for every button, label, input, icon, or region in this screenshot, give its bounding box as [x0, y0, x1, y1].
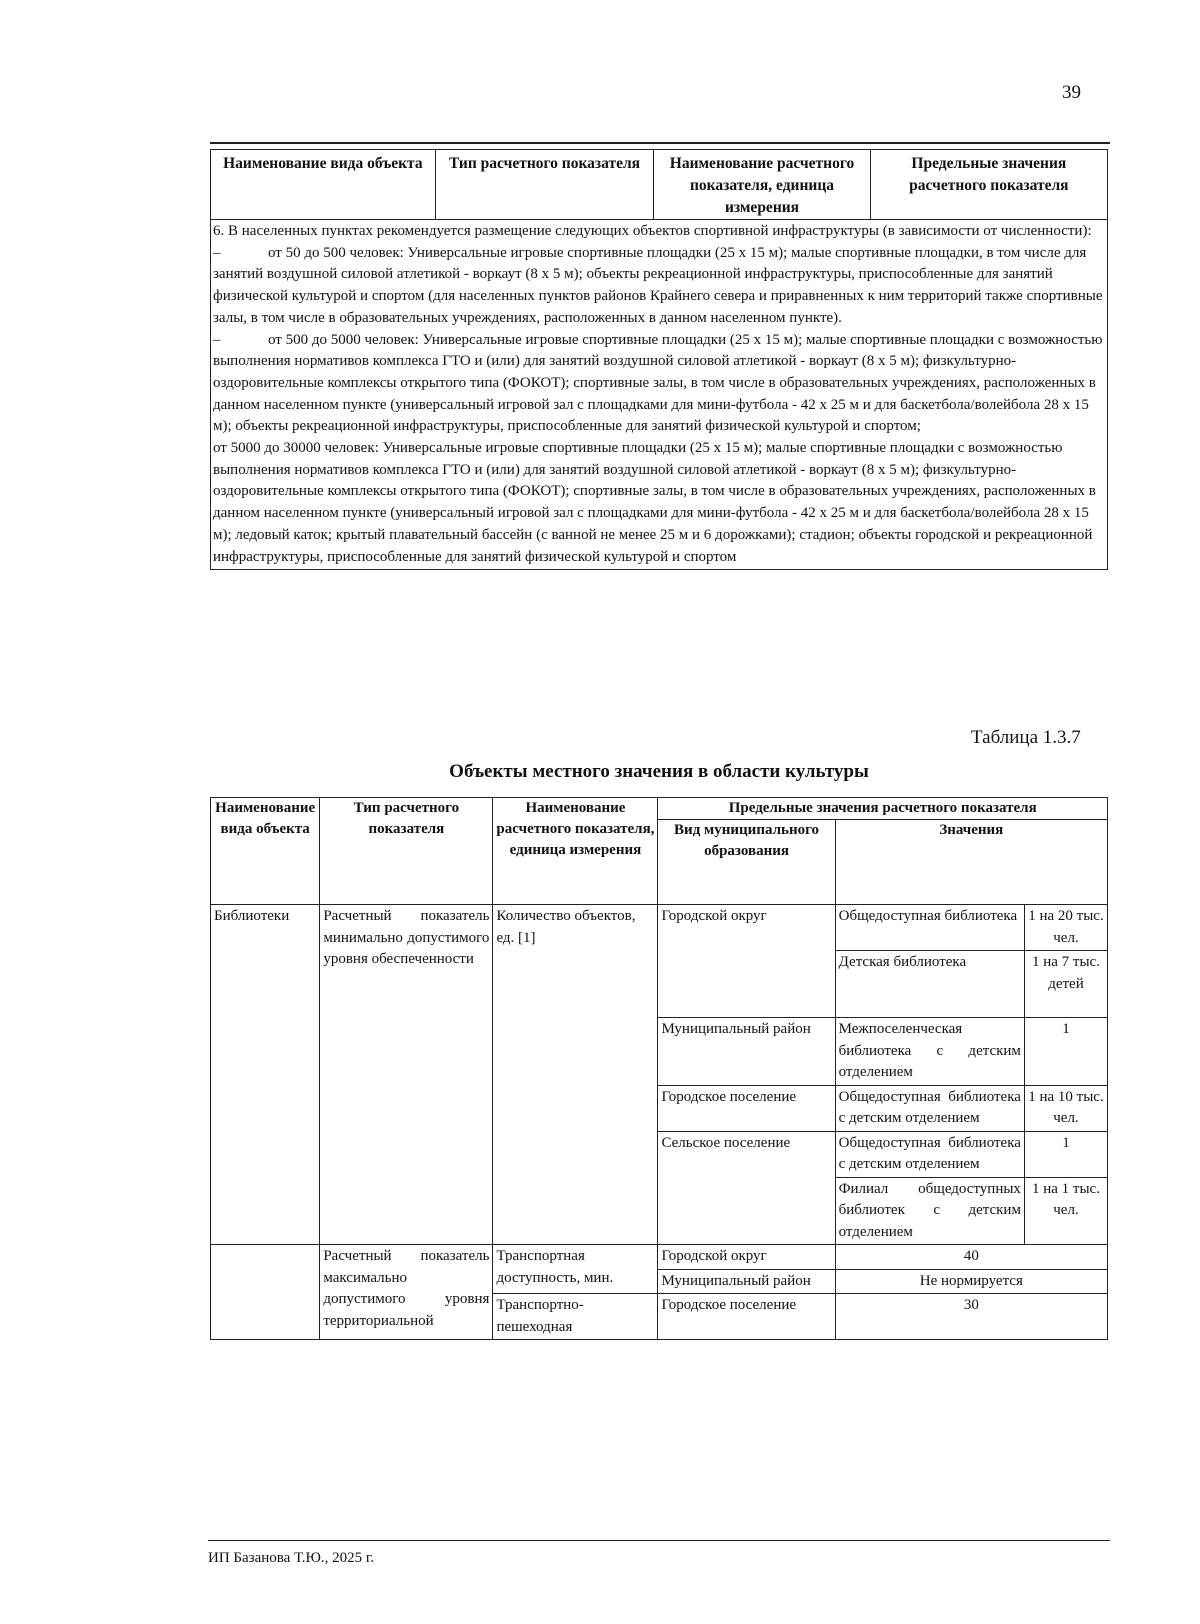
recommendation-item: – от 500 до 5000 человек: Универсальные игровые спортивные площадки (25 х 15 м); малые спортивные площадки с возможностью выполнения нормативов комплекса ГТО и (или) для занятий воздушной силовой атлетикой - воркаут (8 х 5 м); физкультурно-оздоровительные комплексы открытого типа (ФОКОТ); спортивные залы, в том числе в образовательных учреждениях, расположенных в данном населенном пункте (универсальный игровой зал с площадками для мини-футбола - 42 х 25 м и для баскетбола/волейбола 28 х 15 м); объекты рекреационной инфраструктуры, приспособленные для занятий физической культурой и спортом;	[213, 331, 1103, 435]
recommendation-item: – от 50 до 500 человек: Универсальные игровые спортивные площадки (25 х 15 м); малые спортивные площадки, в том числе для занятий воздушной силовой атлетикой - воркаут (8 х 5 м); объекты рекреационной инфраструктуры, приспособленные для занятий физической культурой и спортом (для населенных пунктов районов Крайнего севера и приравненных к ним территорий также спортивные залы, в том числе в образовательных учреждениях, расположенных в данном населенном пункте).	[213, 244, 1103, 326]
column-header: Предельные значения расчетного показателя	[658, 798, 1108, 820]
municipality-cell: Сельское поселение	[658, 1131, 835, 1245]
indicator-name-cell: Транспортно-пешеходная	[493, 1294, 658, 1340]
value-cell: 30	[835, 1294, 1107, 1340]
value-cell: 1	[1024, 1131, 1107, 1177]
library-type-cell: Межпоселенческая библиотека с детским отделением	[835, 1018, 1024, 1086]
library-type-cell: Общедоступная библиотека с детским отделением	[835, 1085, 1024, 1131]
column-header: Наименование расчетного показателя, единица измерения	[654, 150, 870, 220]
value-cell: 1 на 7 тыс. детей	[1024, 951, 1107, 1018]
value-cell: 1 на 1 тыс. чел.	[1024, 1177, 1107, 1245]
value-cell: 1 на 10 тыс. чел.	[1024, 1085, 1107, 1131]
library-type-cell: Общедоступная библиотека с детским отделением	[835, 1131, 1024, 1177]
indicator-name-cell: Транспортная доступность, мин.	[493, 1245, 658, 1294]
library-type-cell: Общедоступная библиотека	[835, 905, 1024, 951]
recommendation-intro: 6. В населенных пунктах рекомендуется размещение следующих объектов спортивной инфраструктуры (в зависимости от численности):	[213, 223, 1092, 239]
table-row	[211, 905, 1108, 951]
municipality-cell: Городской округ	[658, 905, 835, 1018]
municipality-cell: Городское поселение	[658, 1085, 835, 1131]
table-header-row	[211, 798, 1108, 820]
footer-rule	[208, 1540, 1110, 1541]
table-header-row	[211, 150, 1108, 220]
column-header: Наименование расчетного показателя, единица измерения	[493, 798, 658, 905]
column-header: Наименование вида объекта	[211, 798, 320, 905]
municipality-cell: Городское поселение	[658, 1294, 835, 1340]
recommendation-item: от 5000 до 30000 человек: Универсальные игровые спортивные площадки (25 х 15 м); малые спортивные площадки с возможностью выполнения нормативов комплекса ГТО и (или) для занятий воздушной силовой атлетикой - воркаут (8 х 5 м); физкультурно-оздоровительные комплексы открытого типа (ФОКОТ); спортивные залы, в том числе в образовательных учреждениях, расположенных в данном населенном пункте (универсальный игровой зал с площадками для мини-футбола - 42 х 25 м и для баскетбола/волейбола 28 х 15 м); ледовый каток; крытый плавательный бассейн (с ванной не менее 25 м и 6 дорожками); стадион; объекты городской и рекреационной инфраструктуры, приспособленные для занятий физической культурой и спортом	[213, 440, 1096, 565]
column-header: Тип расчетного показателя	[320, 798, 493, 905]
page-number: 39	[1062, 82, 1081, 103]
object-cell	[211, 1245, 320, 1340]
municipality-cell: Городской округ	[658, 1245, 835, 1270]
column-header: Вид муниципального образования	[658, 820, 835, 905]
column-header: Наименование вида объекта	[211, 150, 436, 220]
object-cell: Библиотеки	[211, 905, 320, 1245]
footer-text: ИП Базанова Т.Ю., 2025 г.	[208, 1550, 375, 1566]
indicator-name-cell: Количество объектов, ед. [1]	[493, 905, 658, 1245]
column-header: Тип расчетного показателя	[435, 150, 654, 220]
recommendations-cell	[211, 220, 1108, 570]
table-row	[211, 220, 1108, 570]
column-header: Предельные значения расчетного показателя	[870, 150, 1107, 220]
library-type-cell: Филиал общедоступных библиотек с детским отделением	[835, 1177, 1024, 1245]
table-title: Объекты местного значения в области культуры	[449, 761, 869, 782]
list-dash: –	[213, 331, 221, 348]
top-rule	[210, 142, 1110, 144]
value-cell: Не нормируется	[835, 1269, 1107, 1294]
municipality-cell: Муниципальный район	[658, 1018, 835, 1086]
library-type-cell: Детская библиотека	[835, 951, 1024, 1018]
table-row	[211, 1245, 1108, 1270]
value-cell: 1	[1024, 1018, 1107, 1086]
list-dash: –	[213, 244, 221, 261]
value-cell: 40	[835, 1245, 1107, 1270]
column-header: Значения	[835, 820, 1107, 905]
sports-infrastructure-table	[210, 149, 1108, 570]
value-cell: 1 на 20 тыс. чел.	[1024, 905, 1107, 951]
culture-objects-table	[210, 797, 1108, 1340]
municipality-cell: Муниципальный район	[658, 1269, 835, 1294]
table-number: Таблица 1.3.7	[971, 727, 1081, 748]
indicator-type-cell: Расчетный показатель максимально допустимого уровня территориальной	[320, 1245, 493, 1340]
indicator-type-cell: Расчетный показатель минимально допустимого уровня обеспеченности	[320, 905, 493, 1245]
